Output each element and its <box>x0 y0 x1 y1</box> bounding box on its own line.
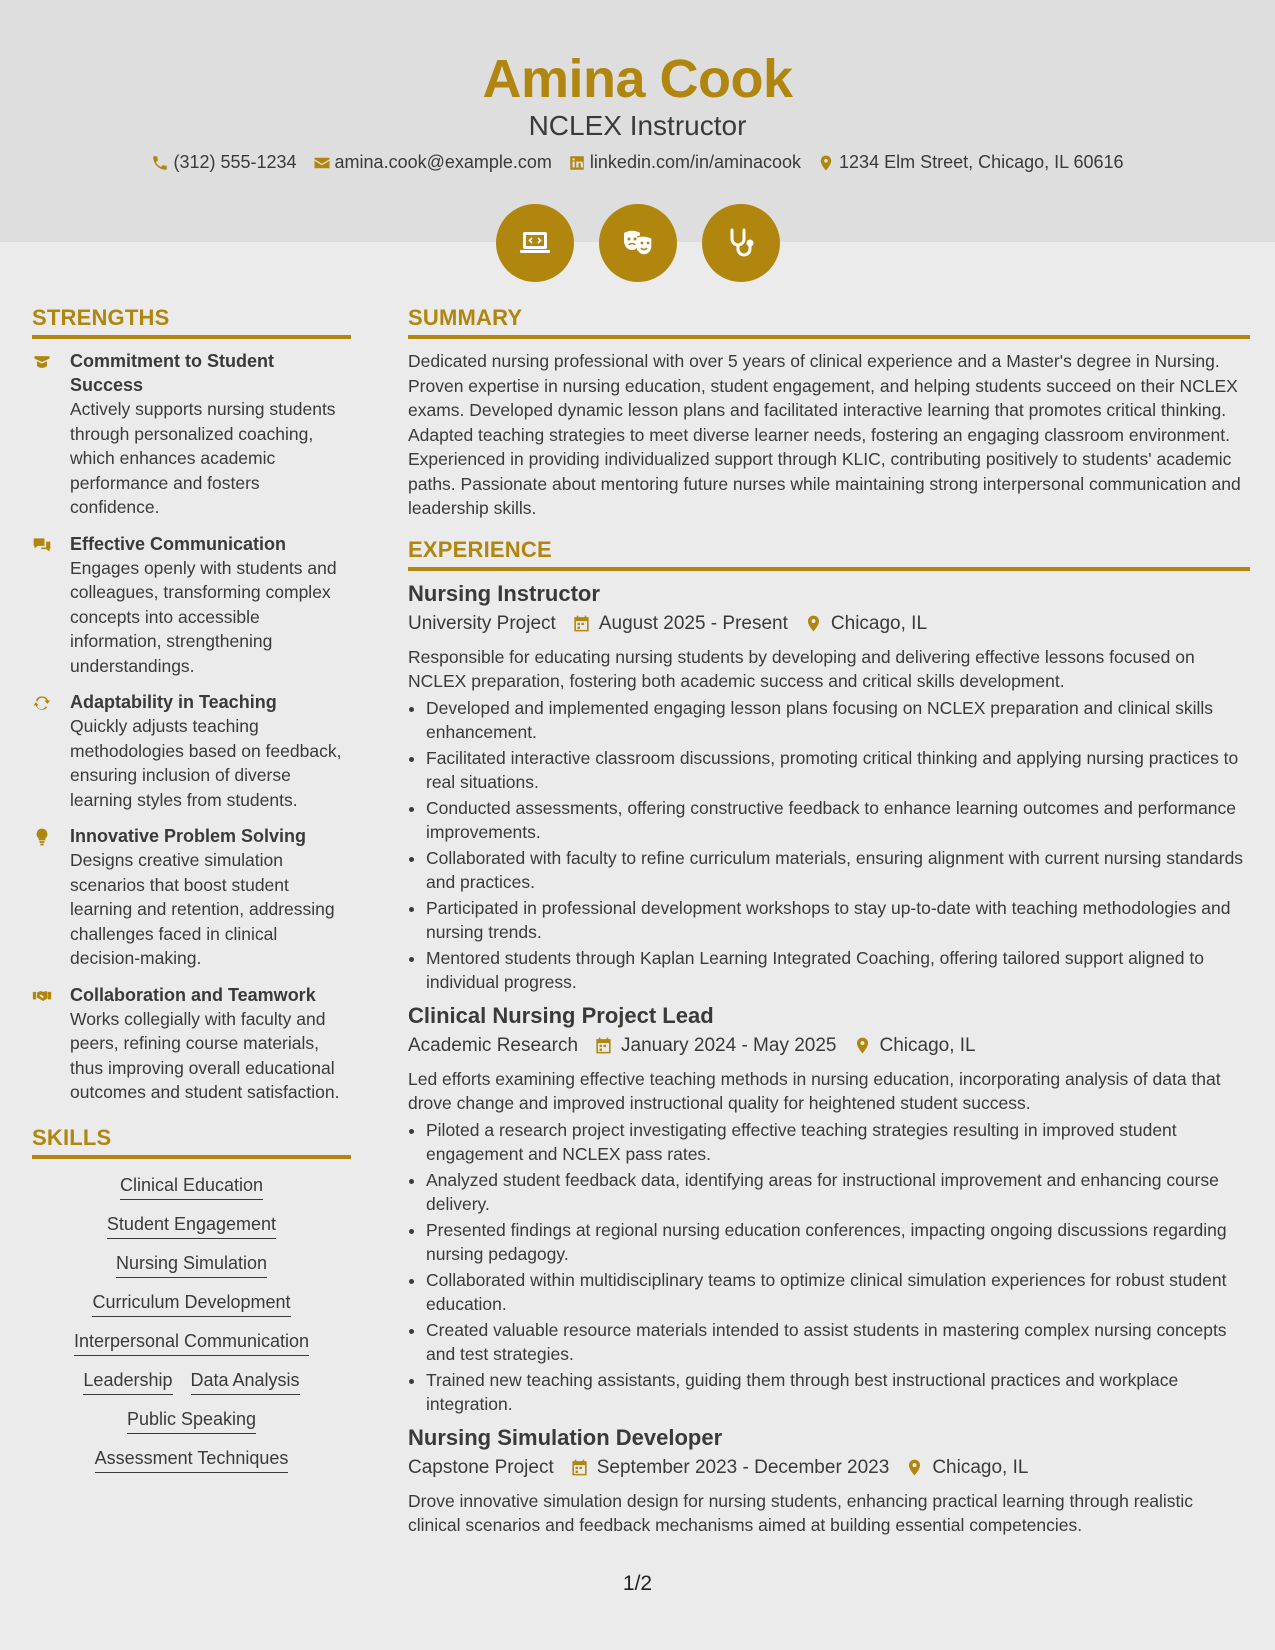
job-title: Nursing Simulation Developer <box>408 1424 723 1450</box>
job-location: Chicago, IL <box>879 1034 976 1056</box>
experience-heading: EXPERIENCE <box>408 537 1250 571</box>
envelope-icon <box>313 154 331 172</box>
job-org: Academic Research <box>408 1034 579 1056</box>
list-item: • Conducted assessments, offering constructive feedback to enhance learning outcomes and performance improvements. <box>426 796 1250 845</box>
skill-tag: Interpersonal Communication <box>74 1331 309 1356</box>
strength-item <box>32 349 351 520</box>
strength-desc: Engages openly with students and colleagues, transforming complex concepts into accessible information, strengthening understandings. <box>70 557 337 676</box>
stethoscope-icon <box>702 204 780 282</box>
linkedin-text: linkedin.com/in/aminacook <box>589 152 802 172</box>
skill-tag: Public Speaking <box>127 1409 256 1434</box>
job-bullets <box>408 696 1250 995</box>
job-entry <box>408 581 1250 995</box>
summary-text: Dedicated nursing professional with over 5 years of clinical experience and a Master's degree in Nursing. Proven expertise in nursing education, student engagement, and helping students succeed on their NCLEX exams. Developed dynamic lesson plans and facilitated interactive learning that promotes critical thinking. Adapted teaching strategies to meet diverse learner needs, fostering an engaging classroom environment. Experienced in providing individualized support through KLIC, contributing positively to students' academic paths. Passionate about mentoring future nurses while maintaining strong interpersonal communication and leadership skills. <box>408 351 1241 518</box>
strength-title: Innovative Problem Solving <box>70 826 307 846</box>
strength-item <box>32 532 351 679</box>
icon-badges <box>0 204 1275 282</box>
contact-phone[interactable] <box>151 152 296 173</box>
skill-tag: Curriculum Development <box>92 1292 290 1317</box>
calendar-icon <box>594 1036 613 1055</box>
job-dates: January 2024 - May 2025 <box>621 1034 837 1056</box>
list-item: • Collaborated within multidisciplinary teams to optimize clinical simulation experiences for robust student education. <box>426 1268 1250 1317</box>
job-meta <box>408 1457 1250 1479</box>
job-entry <box>408 1003 1250 1417</box>
skill-tag: Student Engagement <box>107 1214 276 1239</box>
skill-tag: Assessment Techniques <box>95 1448 289 1473</box>
graduation-cap-icon <box>32 352 52 372</box>
job-meta <box>408 1035 1250 1057</box>
strength-title: Adaptability in Teaching <box>70 692 277 712</box>
summary-heading: SUMMARY <box>408 305 1250 339</box>
job-description: Led efforts examining effective teaching methods in nursing education, incorporating analysis of data that drove change and improved instructional quality for heightened student success. <box>408 1068 1221 1113</box>
strength-desc: Quickly adjusts teaching methodologies based on feedback, ensuring inclusion of diverse learning styles from students. <box>70 716 342 810</box>
email-text: amina.cook@example.com <box>334 152 552 172</box>
contact-email[interactable] <box>313 152 552 173</box>
job-description: Drove innovative simulation design for nursing students, enhancing practical learning through realistic clinical scenarios and feedback mechanisms aimed at building essential competencies. <box>408 1490 1194 1535</box>
list-item: • Facilitated interactive classroom discussions, promoting critical thinking and applying nursing practices to real situations. <box>426 746 1250 795</box>
map-pin-icon <box>817 154 835 172</box>
sync-icon <box>32 693 52 713</box>
calendar-icon <box>570 1458 589 1477</box>
list-item: • Trained new teaching assistants, guiding them through best instructional practices and workplace integration. <box>426 1368 1250 1417</box>
list-item: • Piloted a research project investigating effective teaching strategies resulting in improved student engagement and NCLEX pass rates. <box>426 1118 1250 1167</box>
list-item: • Analyzed student feedback data, identifying areas for instructional improvement and enhancing course delivery. <box>426 1168 1250 1217</box>
strength-title: Commitment to Student Success <box>70 351 274 395</box>
linkedin-icon <box>568 154 586 172</box>
strength-desc: Designs creative simulation scenarios that boost student learning and retention, addressing challenges faced in clinical decision-making. <box>70 850 335 968</box>
skills-list <box>32 1169 351 1473</box>
skills-heading: SKILLS <box>32 1125 351 1159</box>
lightbulb-icon <box>32 827 52 847</box>
strength-title: Effective Communication <box>70 533 287 554</box>
job-title: Nursing Instructor <box>408 580 600 606</box>
strength-desc: Actively supports nursing students through personalized coaching, which enhances academic performance and fosters confidence. <box>70 399 336 517</box>
calendar-icon <box>572 614 591 633</box>
contact-address <box>817 152 1124 173</box>
list-item: • Presented findings at regional nursing education conferences, impacting ongoing discussions regarding nursing pedagogy. <box>426 1218 1250 1267</box>
job-org: University Project <box>408 612 556 634</box>
list-item: • Created valuable resource materials intended to assist students in mastering complex nursing concepts and test strategies. <box>426 1318 1250 1367</box>
candidate-name: Amina Cook <box>482 49 793 109</box>
job-dates: August 2025 - Present <box>598 612 788 634</box>
candidate-role: NCLEX Instructor <box>528 110 747 141</box>
phone-icon <box>151 154 169 172</box>
left-column <box>32 305 351 1473</box>
theater-masks-icon <box>599 204 677 282</box>
job-location: Chicago, IL <box>932 1456 1029 1478</box>
skill-tag: Clinical Education <box>120 1175 263 1200</box>
laptop-code-icon <box>496 204 574 282</box>
skill-tag: Leadership <box>83 1370 172 1395</box>
job-org: Capstone Project <box>408 1456 554 1478</box>
list-item: • Developed and implemented engaging lesson plans focusing on NCLEX preparation and clinical skills enhancement. <box>426 696 1250 745</box>
list-item: • Mentored students through Kaplan Learning Integrated Coaching, offering tailored support aligned to individual progress. <box>426 946 1250 995</box>
page-number: 1/2 <box>622 1572 653 1595</box>
map-pin-icon <box>853 1036 872 1055</box>
strengths-heading: STRENGTHS <box>32 305 351 339</box>
address-text: 1234 Elm Street, Chicago, IL 60616 <box>839 152 1124 172</box>
strength-item <box>32 983 351 1105</box>
right-column <box>408 305 1250 1538</box>
list-item: • Collaborated with faculty to refine curriculum materials, ensuring alignment with current nursing standards and practices. <box>426 846 1250 895</box>
strength-title: Collaboration and Teamwork <box>70 984 316 1005</box>
contact-bar <box>0 152 1275 173</box>
job-description: Responsible for educating nursing students by developing and delivering effective lessons focused on NCLEX preparation, fostering both academic success and critical skills development. <box>408 646 1195 691</box>
map-pin-icon <box>804 614 823 633</box>
job-location: Chicago, IL <box>830 612 928 634</box>
job-meta <box>408 613 1250 635</box>
job-bullets <box>408 1118 1250 1417</box>
strength-item <box>32 824 351 971</box>
job-title: Clinical Nursing Project Lead <box>408 1002 714 1028</box>
strength-desc: Works collegially with faculty and peers, refining course materials, thus improving overall educational outcomes and student satisfaction. <box>70 1008 340 1102</box>
handshake-icon <box>32 986 52 1006</box>
map-pin-icon <box>905 1458 924 1477</box>
contact-linkedin[interactable] <box>568 152 801 173</box>
skill-tag: Nursing Simulation <box>116 1253 267 1278</box>
comments-icon <box>32 535 52 555</box>
phone-text: (312) 555-1234 <box>173 152 297 172</box>
job-entry <box>408 1425 1250 1538</box>
strength-item <box>32 690 351 812</box>
job-dates: September 2023 - December 2023 <box>596 1456 890 1478</box>
list-item: • Participated in professional development workshops to stay up-to-date with teaching methodologies and nursing trends. <box>426 896 1250 945</box>
skill-tag: Data Analysis <box>191 1370 300 1395</box>
